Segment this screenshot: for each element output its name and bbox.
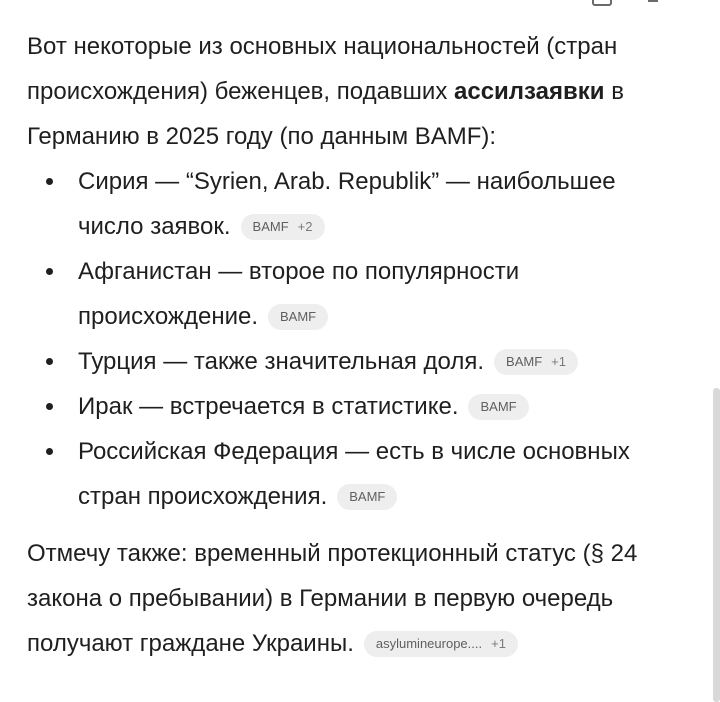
intro-text: Вот некоторые из основных национальностей (стран происхождения) беженцев, подавших <box>27 33 618 105</box>
list-item-text: Сирия — “Syrien, Arab. Republik” — наибольшее число заявок. <box>78 168 616 240</box>
list-item-text: Афганистан — второе по популярности происхождение. <box>78 258 520 330</box>
source-chip-count: +1 <box>551 354 566 369</box>
intro-paragraph <box>27 24 687 159</box>
source-chip[interactable] <box>241 214 325 240</box>
source-chip[interactable] <box>494 349 578 375</box>
list-item <box>27 384 687 429</box>
note-text: Отмечу также: временный протекционный статус (§ 24 закона о пребывании) в Германии в первую очередь получают граждане Украины. <box>27 540 638 657</box>
source-chip-label: BAMF <box>252 219 289 234</box>
list-item <box>27 429 687 519</box>
source-chip[interactable] <box>364 631 518 657</box>
source-chip-label: BAMF <box>349 489 386 504</box>
source-chip-label: BAMF <box>480 399 517 414</box>
list-item-text: Турция — также значительная доля. <box>78 348 485 375</box>
bullet <box>46 178 53 185</box>
list-item <box>27 249 687 339</box>
source-chip[interactable] <box>468 394 528 420</box>
message-actions <box>586 0 676 6</box>
source-chip-count: +2 <box>297 219 313 234</box>
bullet <box>46 358 53 365</box>
source-chip[interactable] <box>268 304 328 330</box>
intro-bold-term: ассилзаявки <box>454 78 605 105</box>
note-paragraph <box>27 531 687 666</box>
source-chip-label: asylumineurope.... <box>375 636 483 651</box>
nationality-list <box>27 159 687 519</box>
intro-text-end: в Германию в 2025 году (по данным BAMF): <box>27 78 624 150</box>
source-chip-count: +1 <box>491 636 506 651</box>
list-item-text: Ирак — встречается в статистике. <box>78 393 459 420</box>
scrollbar-thumb[interactable] <box>713 388 720 702</box>
copy-icon[interactable] <box>592 0 612 6</box>
bullet <box>46 268 53 275</box>
assistant-message <box>27 24 687 666</box>
source-chip-label: BAMF <box>506 354 543 369</box>
source-chip[interactable] <box>337 484 397 510</box>
list-item <box>27 159 687 249</box>
more-icon[interactable] <box>648 0 658 2</box>
list-item <box>27 339 687 384</box>
list-item-text: Российская Федерация — есть в числе основных стран происхождения. <box>78 438 630 510</box>
bullet <box>46 448 53 455</box>
bullet <box>46 403 53 410</box>
source-chip-label: BAMF <box>280 309 317 324</box>
